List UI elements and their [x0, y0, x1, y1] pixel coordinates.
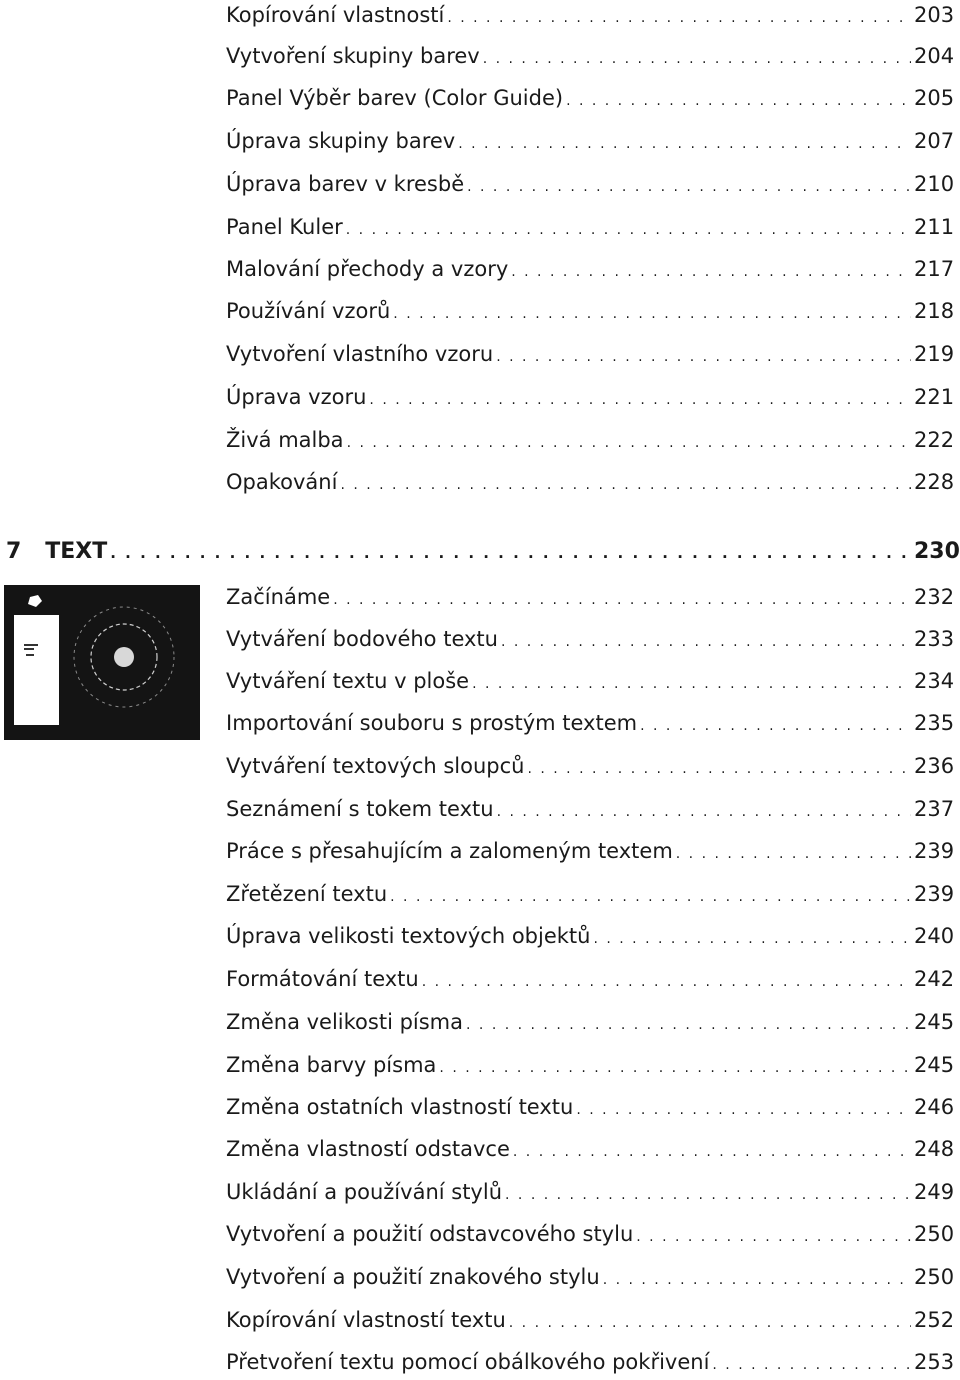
dot-leader: [566, 86, 911, 116]
toc-entry: [226, 254, 954, 284]
chapter-number: 7: [6, 539, 22, 564]
dot-leader: [447, 3, 911, 33]
toc-entry-page: 248: [914, 1137, 955, 1161]
dot-leader: [390, 882, 911, 912]
dot-leader: [496, 342, 911, 372]
toc-entry: [226, 1007, 954, 1037]
toc-entry: [226, 1305, 954, 1335]
dot-leader: [422, 967, 911, 997]
toc-entry-title: Seznámení s tokem textu: [226, 797, 494, 821]
toc-entry-title: Vytvoření a použití znakového stylu: [226, 1265, 600, 1289]
dot-leader: [505, 1180, 911, 1210]
toc-entry: [226, 296, 954, 326]
toc-entry: [226, 1219, 954, 1249]
toc-entry-title: Vytváření textových sloupců: [226, 754, 525, 778]
toc-entry-page: 250: [914, 1265, 955, 1289]
toc-entry: [226, 41, 954, 71]
chapter-thumbnail-image: [4, 585, 200, 740]
toc-entry: [226, 467, 954, 497]
toc-entry: [226, 624, 954, 654]
toc-entry-page: 246: [914, 1095, 955, 1119]
toc-entry: [226, 582, 954, 612]
toc-entry-title: Používání vzorů: [226, 299, 391, 323]
toc-entry-title: Vytvoření vlastního vzoru: [226, 342, 494, 366]
toc-entry: [226, 708, 954, 738]
toc-entry-page: 222: [914, 428, 955, 452]
dot-leader: [333, 585, 911, 615]
dot-leader: [497, 797, 911, 827]
toc-entry-page: 228: [914, 470, 955, 494]
toc-entry: [226, 169, 954, 199]
toc-entry-page: 252: [914, 1308, 955, 1332]
toc-entry-title: Změna ostatních vlastností textu: [226, 1095, 574, 1119]
dot-leader: [509, 1308, 911, 1338]
toc-entry: [226, 0, 954, 30]
dot-leader: [483, 44, 911, 74]
toc-entry: [226, 921, 954, 951]
toc-entry-title: Opakování: [226, 470, 338, 494]
toc-entry-title: Panel Výběr barev (Color Guide): [226, 86, 564, 110]
toc-entry: [226, 964, 954, 994]
toc-entry: [226, 126, 954, 156]
toc-entry-page: 217: [914, 257, 955, 281]
dot-leader: [676, 839, 911, 869]
toc-entry-title: Úprava vzoru: [226, 385, 367, 409]
toc-entry: [226, 1134, 954, 1164]
toc-entry-page: 204: [914, 44, 955, 68]
toc-entry: [226, 1050, 954, 1080]
toc-entry-title: Změna barvy písma: [226, 1053, 437, 1077]
chapter-heading: [6, 536, 960, 568]
toc-entry: [226, 425, 954, 455]
toc-entry-title: Vytvoření skupiny barev: [226, 44, 480, 68]
toc-entry-page: 205: [914, 86, 955, 110]
toc-entry-page: 239: [914, 839, 955, 863]
toc-entry-page: 203: [914, 3, 955, 27]
toc-entry: [226, 1262, 954, 1292]
toc-entry: [226, 339, 954, 369]
toc-entry-page: 235: [914, 711, 955, 735]
dot-leader: [346, 215, 911, 245]
toc-entry-page: 250: [914, 1222, 955, 1246]
toc-entry: [226, 666, 954, 696]
toc-entry: [226, 212, 954, 242]
dot-leader: [110, 537, 911, 569]
dot-leader: [712, 1350, 911, 1380]
toc-entry-page: 207: [914, 129, 955, 153]
toc-entry-page: 249: [914, 1180, 955, 1204]
toc-entry-title: Začínáme: [226, 585, 331, 609]
toc-entry: [226, 836, 954, 866]
dot-leader: [347, 428, 911, 458]
toc-entry: [226, 1092, 954, 1122]
dot-leader: [636, 1222, 911, 1252]
toc-entry-page: 219: [914, 342, 955, 366]
dot-leader: [458, 129, 911, 159]
dot-leader: [640, 711, 911, 741]
dot-leader: [369, 385, 911, 415]
toc-entry-title: Malování přechody a vzory: [226, 257, 509, 281]
toc-entry-page: 245: [914, 1010, 955, 1034]
toc-entry: [226, 83, 954, 113]
dot-leader: [576, 1095, 911, 1125]
toc-entry-title: Kopírování vlastností textu: [226, 1308, 506, 1332]
toc-entry-title: Formátování textu: [226, 967, 419, 991]
toc-entry-page: 237: [914, 797, 955, 821]
toc-entry-title: Kopírování vlastností: [226, 3, 445, 27]
toc-entry: [226, 382, 954, 412]
toc-entry-title: Změna velikosti písma: [226, 1010, 464, 1034]
toc-entry-page: 211: [914, 215, 955, 239]
dot-leader: [472, 669, 911, 699]
dot-leader: [466, 1010, 911, 1040]
chapter-page: 230: [914, 539, 960, 564]
toc-entry-page: 242: [914, 967, 955, 991]
dot-leader: [393, 299, 911, 329]
toc-entry-page: 236: [914, 754, 955, 778]
dot-leader: [511, 257, 911, 287]
chapter-title: TEXT: [45, 539, 108, 564]
toc-entry: [226, 794, 954, 824]
toc-entry-page: 253: [914, 1350, 955, 1374]
dot-leader: [603, 1265, 911, 1295]
dot-leader: [527, 754, 911, 784]
dot-leader: [439, 1053, 911, 1083]
dot-leader: [340, 470, 911, 500]
toc-entry-title: Živá malba: [226, 428, 344, 452]
toc-entry-page: 239: [914, 882, 955, 906]
toc-entry: [226, 1177, 954, 1207]
toc-entry: [226, 879, 954, 909]
toc-entry-page: 233: [914, 627, 955, 651]
toc-entry-page: 232: [914, 585, 955, 609]
toc-entry-page: 218: [914, 299, 955, 323]
toc-entry-title: Vytváření textu v ploše: [226, 669, 470, 693]
toc-entry-title: Zřetězení textu: [226, 882, 388, 906]
toc-entry: [226, 1347, 954, 1377]
toc-entry-page: 210: [914, 172, 955, 196]
toc-entry-page: 240: [914, 924, 955, 948]
toc-entry-title: Úprava skupiny barev: [226, 129, 456, 153]
toc-entry-title: Změna vlastností odstavce: [226, 1137, 510, 1161]
toc-entry-title: Úprava barev v kresbě: [226, 172, 465, 196]
toc-entry-title: Ukládání a používání stylů: [226, 1180, 503, 1204]
toc-entry-title: Přetvoření textu pomocí obálkového pokřivení: [226, 1350, 710, 1374]
dot-leader: [501, 627, 911, 657]
toc-entry-title: Práce s přesahujícím a zalomeným textem: [226, 839, 673, 863]
toc-entry-title: Panel Kuler: [226, 215, 343, 239]
toc-entry-title: Importování souboru s prostým textem: [226, 711, 638, 735]
toc-entry-page: 234: [914, 669, 955, 693]
toc-entry-title: Úprava velikosti textových objektů: [226, 924, 591, 948]
toc-entry: [226, 751, 954, 781]
toc-entry-title: Vytváření bodového textu: [226, 627, 498, 651]
toc-entry-page: 245: [914, 1053, 955, 1077]
dot-leader: [513, 1137, 911, 1167]
toc-entry-title: Vytvoření a použití odstavcového stylu: [226, 1222, 634, 1246]
dot-leader: [593, 924, 911, 954]
toc-entry-page: 221: [914, 385, 955, 409]
dot-leader: [467, 172, 911, 202]
